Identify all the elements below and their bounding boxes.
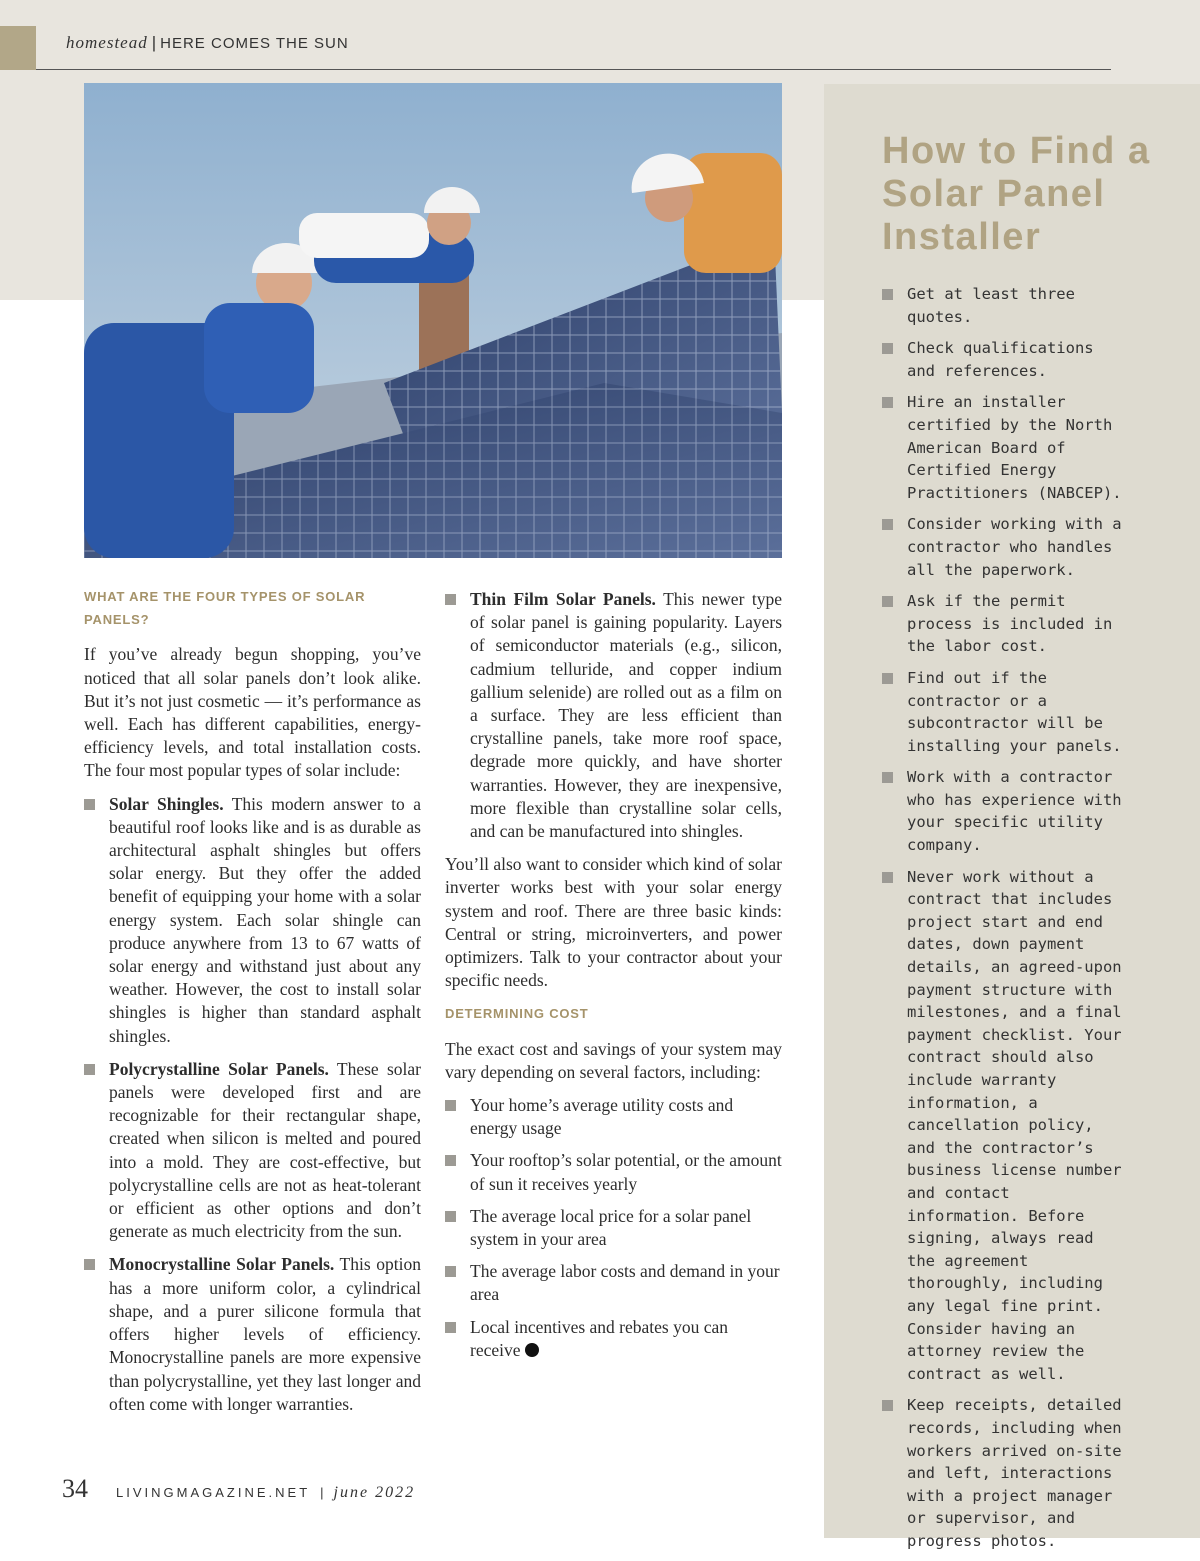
tip-item: Get at least three quotes.	[882, 283, 1122, 328]
panel-type-text: This newer type of solar panel is gaining popularity. Layers of semiconductor materials (e.g., silicon, cadmium telluride, and copper indium gallium selenide) are rolled out as a film on a surface. They are less efficient than crystalline panels, take more roof space, degrade more quickly, and have shorter warranties. However, they are inexpensive, more flexible than crystalline solar cells, and can be manufactured into shingles.	[470, 589, 782, 842]
inverter-paragraph: You’ll also want to consider which kind of solar inverter works best with your solar energy system and roof. There are three basic kinds: Central or string, microinverters, and power optimizers. Talk to your contractor about your specific needs.	[445, 854, 782, 991]
cost-intro: The exact cost and savings of your system may vary depending on several factors, including:	[445, 1038, 782, 1082]
header-separator: |	[151, 33, 157, 52]
section-name: homestead	[66, 33, 148, 52]
cost-heading: DETERMINING COST	[445, 1006, 589, 1022]
types-heading: WHAT ARE THE FOUR TYPES OF SOLAR PANELS?	[84, 589, 366, 628]
tip-item: Hire an installer certified by the North American Board of Certified Energy Practitioners (NABCEP).	[882, 391, 1122, 504]
tip-item: Ask if the permit process is included in the labor cost.	[882, 590, 1122, 658]
tip-item: Find out if the contractor or a subcontractor will be installing your panels.	[882, 667, 1122, 757]
article-column-1	[84, 585, 421, 1426]
cost-factor-item: The average local price for a solar panel system in your area	[445, 1205, 782, 1251]
panel-type-item	[445, 588, 782, 843]
tip-item: Consider working with a contractor who handles all the paperwork.	[882, 513, 1122, 581]
panel-type-term: Thin Film Solar Panels.	[470, 589, 656, 609]
cost-factor-item: The average labor costs and demand in your area	[445, 1260, 782, 1306]
footer-issue-date: june 2022	[333, 1484, 416, 1501]
panel-types-list-continued	[445, 588, 782, 843]
section-tab-marker	[0, 26, 36, 70]
tip-item: Work with a contractor who has experience with your specific utility company.	[882, 766, 1122, 856]
article-title: HERE COMES THE SUN	[160, 35, 349, 52]
panel-type-term: Monocrystalline Solar Panels.	[109, 1254, 335, 1275]
tip-item: Keep receipts, detailed records, including when workers arrived on-site and left, interactions with a project manager or supervisor, and progress photos.	[882, 1394, 1122, 1552]
footer-separator: |	[320, 1485, 324, 1500]
cost-factors-list	[445, 1094, 782, 1362]
tip-item: Check qualifications and references.	[882, 337, 1122, 382]
end-of-article-mark-icon	[525, 1343, 539, 1357]
panel-types-list	[84, 793, 421, 1416]
tip-item: Never work without a contract that includes project start and end dates, down payment details, an agreed-upon payment structure with milestones, and a final payment checklist. Your contract should also include warranty information, a cancellation policy, and the contractor’s business license number and contact information. Before signing, always read the agreement thoroughly, including any legal fine print. Consider having an attorney review the contract as well.	[882, 866, 1122, 1386]
panel-type-item	[84, 1253, 421, 1415]
panel-type-text: This modern answer to a beautiful roof looks like and is as durable as architectural asphalt shingles but offers solar energy. But they offer the added benefit of equipping your home with a solar energy system. Each solar shingle can produce anywhere from 13 to 67 watts of solar energy and withstand just about any weather. However, the cost to install solar shingles is higher than standard asphalt shingles.	[109, 793, 421, 1046]
panel-type-text: This option has a more uniform color, a cylindrical shape, and a purer silicone formula that offers higher levels of efficiency. Monocrystalline panels are more expensive than polycrystalline, yet they last longer and often come with longer warranties.	[109, 1254, 421, 1414]
cost-factor-item: Your rooftop’s solar potential, or the amount of sun it receives yearly	[445, 1149, 782, 1195]
header-rule	[36, 69, 1111, 70]
running-header	[66, 33, 349, 53]
cost-factor-item: Your home’s average utility costs and energy usage	[445, 1094, 782, 1140]
page-footer	[62, 1474, 415, 1504]
panel-type-item	[84, 1058, 421, 1244]
intro-paragraph: If you’ve already begun shopping, you’ve noticed that all solar panels don’t look alike. But it’s not just cosmetic — it’s performance as well. Each has different capabilities, energy-efficiency levels, and total installation costs. The four most popular types of solar include:	[84, 644, 421, 781]
installer-tips-list	[882, 283, 1122, 1561]
article-column-2	[445, 588, 782, 1371]
panel-type-term: Solar Shingles.	[109, 793, 224, 814]
rooftop-solar-installers-photo	[84, 83, 782, 558]
panel-type-item	[84, 793, 421, 1048]
page-number: 34	[62, 1474, 88, 1503]
panel-type-text: These solar panels were developed first and are recognizable for their rectangular shape, created when silicon is melted and poured into a mold. They are cost-effective, but polycrystalline cells are not as heat-tolerant or efficient as other options and don’t generate as much electricity from the sun.	[109, 1058, 421, 1242]
footer-site: LIVINGMAGAZINE.NET	[116, 1485, 311, 1500]
panel-type-term: Polycrystalline Solar Panels.	[109, 1058, 329, 1079]
sidebar-title: How to Find a Solar Panel Installer	[882, 130, 1151, 258]
cost-factor-text: Local incentives and rebates you can receive	[470, 1316, 729, 1360]
cost-factor-item	[445, 1316, 782, 1362]
